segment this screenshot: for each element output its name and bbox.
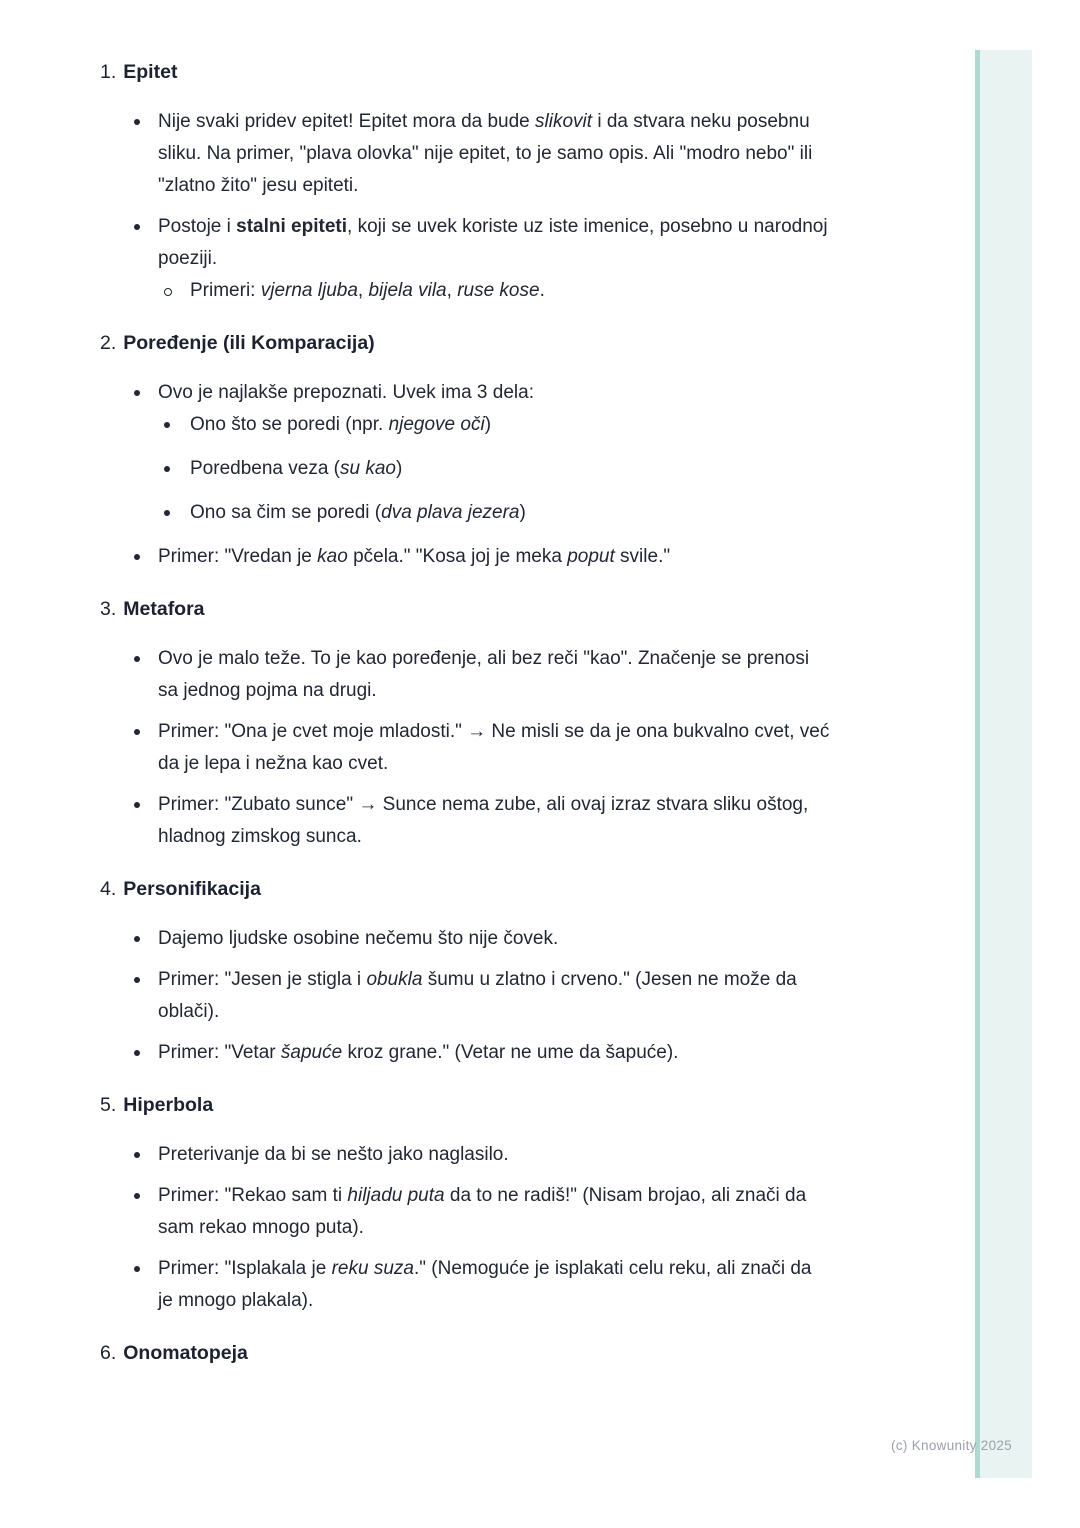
italic-text-run: su kao: [340, 458, 396, 479]
text-run: Ovo je najlakše prepoznati. Uvek ima 3 dela:: [158, 382, 534, 403]
text-run: Primer: "Ona je cvet moje mladosti." → Ne misli se da je ona bukvalno cvet, već da je lepa i nežna kao cvet.: [158, 721, 830, 774]
bullet-icon: [134, 977, 140, 983]
text-run: , koji se uvek koriste uz iste imenice, posebno u narodnoj poeziji.: [158, 216, 828, 269]
section-title: Personifikacija: [123, 878, 261, 900]
sub-list-item: [158, 453, 830, 485]
italic-text-run: poput: [567, 546, 615, 567]
text-run: svile.": [614, 546, 671, 567]
text-run: Nije svaki pridev epitet! Epitet mora da bude: [158, 111, 536, 132]
list-item: [100, 1139, 830, 1171]
italic-text-run: kao: [317, 546, 348, 567]
text-run: da to ne radiš!" (Nisam brojao, ali znači da sam rekao mnogo puta).: [158, 1185, 807, 1238]
sub-list-item: [158, 275, 830, 307]
italic-text-run: šapuće: [280, 1042, 343, 1063]
bullet-icon: [134, 224, 140, 230]
section-heading: [100, 1091, 790, 1119]
list-item: [100, 1253, 830, 1317]
text-run: šumu u zlatno i crveno." (Jesen ne može da oblači).: [158, 969, 797, 1022]
section-number: 2.: [100, 332, 117, 354]
item-text: [158, 928, 558, 949]
item-text: [158, 1042, 678, 1063]
section-heading: [100, 875, 790, 903]
italic-text-run: ruse kose: [457, 280, 540, 301]
item-text: [190, 502, 526, 523]
item-text: [158, 1144, 509, 1165]
italic-text-run: njegove oči: [388, 414, 485, 435]
list-item: [100, 923, 830, 955]
text-run: Primer: "Vredan je: [158, 546, 318, 567]
section-heading: [100, 595, 790, 623]
list-item: [100, 1180, 830, 1244]
copyright-watermark: (c) Knowunity 2025: [891, 1438, 1012, 1453]
italic-text-run: dva plava jezera: [381, 502, 520, 523]
section-poredjenje: [100, 329, 790, 573]
bullet-list: [100, 377, 830, 573]
text-run: ." (Nemoguće je isplakati celu reku, ali znači da je mnogo plakala).: [158, 1258, 812, 1311]
bullet-icon: [134, 656, 140, 662]
section-number: 5.: [100, 1094, 117, 1116]
list-item: [100, 716, 830, 780]
item-text: [158, 794, 808, 847]
text-run: ): [519, 502, 526, 523]
list-item: [100, 541, 830, 573]
text-run: i da stvara neku posebnu sliku. Na primer, "plava olovka" nije epitet, to je samo opis. Ali "modro nebo" ili "zlatno žito" jesu epiteti.: [158, 111, 813, 196]
section-heading: [100, 58, 790, 86]
italic-text-run: reku suza: [331, 1258, 414, 1279]
bullet-icon: [164, 510, 170, 516]
text-run: .: [539, 280, 545, 301]
italic-text-run: vjerna ljuba: [260, 280, 358, 301]
list-item: [100, 964, 830, 1028]
list-item: [100, 211, 830, 307]
italic-text-run: hiljadu puta: [347, 1185, 445, 1206]
list-item: [100, 643, 830, 707]
text-run: Poredbena veza (: [190, 458, 340, 479]
bullet-icon: [134, 936, 140, 942]
text-run: Preterivanje da bi se nešto jako naglasilo.: [158, 1144, 509, 1165]
list-item: [100, 1037, 830, 1069]
text-run: Ono što se poredi (npr.: [190, 414, 389, 435]
circle-bullet-icon: [164, 288, 172, 296]
section-number: 1.: [100, 61, 117, 83]
text-run: ,: [357, 280, 369, 301]
bullet-icon: [134, 1193, 140, 1199]
section-title: Poređenje (ili Komparacija): [123, 332, 375, 354]
bullet-icon: [134, 554, 140, 560]
text-run: pčela." "Kosa joj je meka: [347, 546, 568, 567]
text-run: Primer: "Isplakala je: [158, 1258, 332, 1279]
italic-text-run: slikovit: [535, 111, 593, 132]
bullet-icon: [164, 422, 170, 428]
section-personifikacija: [100, 875, 797, 1069]
italic-text-run: bijela vila: [368, 280, 447, 301]
section-heading: [100, 1339, 790, 1367]
text-run: Primer: "Rekao sam ti: [158, 1185, 348, 1206]
text-run: kroz grane." (Vetar ne ume da šapuće).: [342, 1042, 679, 1063]
section-epitet: [100, 58, 828, 307]
bullet-list: [100, 643, 830, 853]
bullet-list: [100, 923, 830, 1069]
text-run: Ono sa čim se poredi (: [190, 502, 382, 523]
text-run: Primeri:: [190, 280, 261, 301]
item-text: [158, 969, 797, 1022]
sub-list-item: [158, 409, 830, 441]
text-run: Dajemo ljudske osobine nečemu što nije čovek.: [158, 928, 559, 949]
item-text: [158, 111, 812, 196]
text-run: ,: [446, 280, 458, 301]
text-run: Primer: "Zubato sunce" → Sunce nema zube, ali ovaj izraz stvara sliku oštog, hladnog zimskog sunca.: [158, 794, 809, 847]
item-text: [190, 414, 491, 435]
text-run: Primer: "Jesen je stigla i: [158, 969, 367, 990]
sub-list-item: [158, 497, 830, 529]
section-heading: [100, 329, 790, 357]
section-number: 4.: [100, 878, 117, 900]
text-run: Postoje i: [158, 216, 237, 237]
italic-text-run: obukla: [366, 969, 423, 990]
list-item: [100, 106, 830, 202]
item-text: [158, 216, 828, 269]
section-title: Onomatopeja: [123, 1342, 248, 1364]
bullet-icon: [134, 1152, 140, 1158]
section-metafora: [100, 595, 830, 853]
bullet-icon: [134, 1266, 140, 1272]
item-text: [158, 1185, 806, 1238]
item-text: [158, 648, 809, 701]
text-run: ): [395, 458, 403, 479]
item-text: [190, 280, 545, 301]
bullet-icon: [134, 119, 140, 125]
bold-text-run: stalni epiteti: [236, 216, 348, 237]
item-text: [158, 382, 534, 403]
section-number: 6.: [100, 1342, 117, 1364]
bullet-list: [100, 106, 830, 307]
text-run: ): [484, 414, 492, 435]
sub-bullet-list: [158, 275, 830, 307]
section-title: Metafora: [123, 598, 205, 620]
text-run: Primer: "Vetar: [158, 1042, 281, 1063]
bullet-icon: [134, 802, 140, 808]
bullet-icon: [134, 390, 140, 396]
list-item: [100, 377, 830, 529]
right-accent-stripe: [975, 50, 1032, 1478]
section-hiperbola: [100, 1091, 812, 1317]
list-item: [100, 789, 830, 853]
section-title: Epitet: [123, 61, 178, 83]
bullet-list: [100, 1139, 830, 1317]
item-text: [158, 546, 670, 567]
bullet-icon: [134, 1050, 140, 1056]
item-text: [158, 721, 829, 774]
bullet-icon: [164, 466, 170, 472]
item-text: [190, 458, 402, 479]
text-run: Ovo je malo teže. To je kao poređenje, ali bez reči "kao". Značenje se prenosi sa jednog pojma na drugi.: [158, 648, 810, 701]
section-number: 3.: [100, 598, 117, 620]
sub-bullet-list: [158, 409, 830, 529]
section-onomatopeja: [100, 1339, 790, 1367]
item-text: [158, 1258, 811, 1311]
bullet-icon: [134, 729, 140, 735]
section-title: Hiperbola: [123, 1094, 214, 1116]
